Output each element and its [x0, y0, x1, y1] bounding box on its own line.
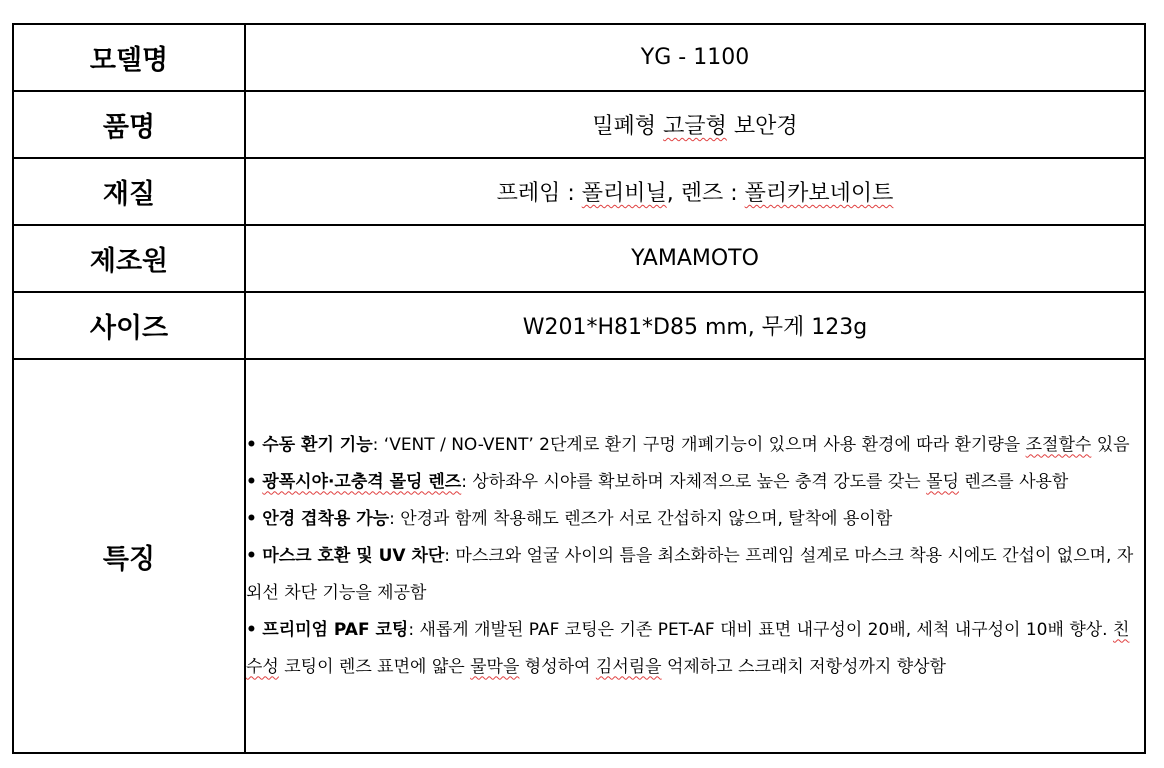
feature-text: : 새롭게 개발된 PAF 코팅은 기존 PET-AF 대비 표면 내구성이 20배, 세척 내구성이 10배 향상.	[408, 619, 1113, 640]
spellcheck-word: 폴리비닐	[581, 181, 667, 206]
spec-table	[12, 23, 1146, 754]
feature-title: 안경 겹착용 가능	[262, 508, 390, 529]
product-name-label: 품명	[13, 91, 245, 158]
feature-title: 마스크 호환 및 UV 차단	[262, 545, 445, 566]
spec-row-features	[13, 359, 1145, 753]
bullet-icon: •	[246, 619, 257, 640]
spec-row-manufacturer	[13, 225, 1145, 292]
bullet-icon: •	[246, 434, 257, 455]
feature-text: : ‘VENT / NO-VENT’ 2단계로 환기 구멍 개폐기능이 있으며 사용 환경에 따라 환기량을	[372, 434, 1026, 455]
feature-item	[246, 612, 1144, 686]
product-name-text: 밀폐형	[592, 114, 664, 139]
spellcheck-word: 몰딩	[926, 471, 959, 492]
feature-text: 억제하고 스크래치 저항성까지 향상함	[661, 656, 946, 677]
feature-text: : 마스크와 얼굴 사이의 틈을 최소화하는 프레임 설계로 마스크 착용 시에도 간섭이 없으며, 자외선 차단 기능을 제공함	[246, 545, 1134, 603]
spec-row-size	[13, 292, 1145, 359]
spec-row-product-name	[13, 91, 1145, 158]
feature-text: 형성하여	[519, 656, 596, 677]
feature-item	[246, 538, 1144, 612]
manufacturer-label: 제조원	[13, 225, 245, 292]
spellcheck-word: 물막을	[470, 656, 520, 677]
feature-title: 수동 환기 기능	[262, 434, 373, 455]
feature-text: 코팅이 렌즈 표면에 얇은	[278, 656, 471, 677]
material-text: 프레임 :	[496, 181, 582, 206]
bullet-icon: •	[246, 508, 257, 529]
manufacturer-value: YAMAMOTO	[245, 225, 1145, 292]
feature-text: 있음	[1091, 434, 1130, 455]
bullet-icon: •	[246, 545, 257, 566]
feature-text: : 안경과 함께 착용해도 렌즈가 서로 간섭하지 않으며, 탈착에 용이함	[389, 508, 893, 529]
feature-item	[246, 464, 1144, 501]
feature-text: 렌즈를 사용함	[959, 471, 1069, 492]
product-name-value	[245, 91, 1145, 158]
model-value: YG - 1100	[245, 24, 1145, 91]
spellcheck-word: 폴리카보네이트	[744, 181, 894, 206]
feature-title: 광폭시야·고충격 몰딩 렌즈	[262, 471, 462, 492]
size-label: 사이즈	[13, 292, 245, 359]
material-text: , 렌즈 :	[666, 181, 745, 206]
product-name-text: 보안경	[726, 114, 798, 139]
bullet-icon: •	[246, 471, 257, 492]
feature-item	[246, 501, 1144, 538]
spec-row-model	[13, 24, 1145, 91]
spellcheck-word: 친수성	[246, 619, 1130, 677]
spellcheck-word: 조절할수	[1025, 434, 1092, 455]
feature-title: 프리미엄 PAF 코팅	[262, 619, 409, 640]
spellcheck-word: 김서림을	[595, 656, 662, 677]
model-label: 모델명	[13, 24, 245, 91]
features-label: 특징	[13, 359, 245, 753]
features-value	[245, 359, 1145, 753]
feature-item	[246, 427, 1144, 464]
material-value	[245, 158, 1145, 225]
material-label: 재질	[13, 158, 245, 225]
size-value: W201*H81*D85 mm, 무게 123g	[245, 292, 1145, 359]
spec-row-material	[13, 158, 1145, 225]
feature-text: : 상하좌우 시야를 확보하며 자체적으로 높은 충격 강도를 갖는	[461, 471, 927, 492]
spellcheck-word: 고글형	[663, 114, 727, 139]
